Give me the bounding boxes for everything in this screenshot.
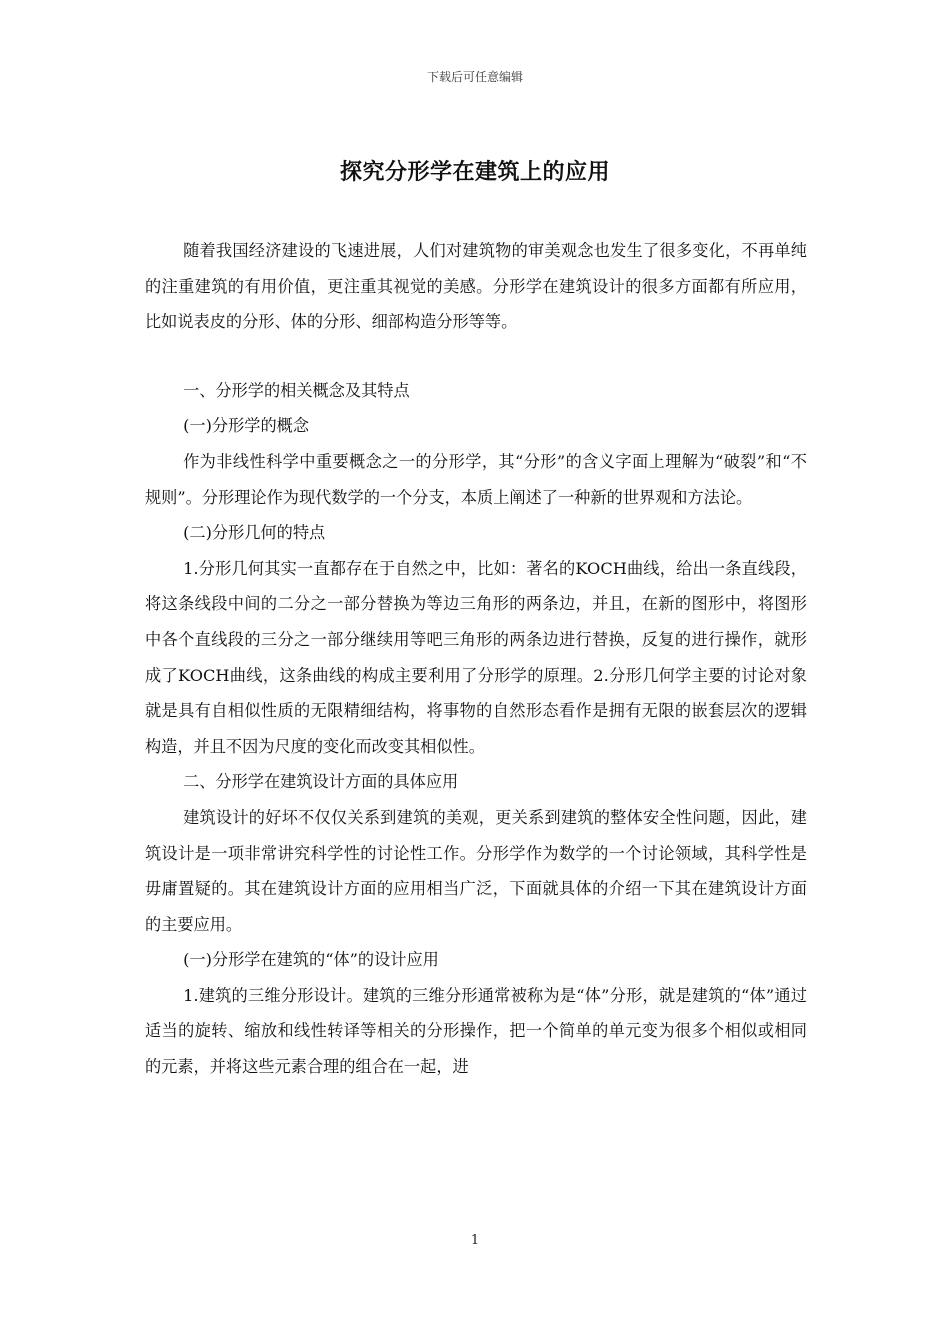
paragraph-features: 1.分形几何其实一直都存在于自然之中，比如：著名的KOCH曲线，给出一条直线段，将这条线段中间的二分之一部分替换为等边三角形的两条边，并且，在新的图形中，将图形中各个直线段的三分之一部分继续用等吧三角形的两条边进行替换，反复的进行操作，就形成了KOCH曲线，这条曲线的构成主要利用了分形学的原理。2.分形几何学主要的讨论对象就是具有自相似性质的无限精细结构，将事物的自然形态看作是拥有无限的嵌套层次的逻辑构造，并且不因为尺度的变化而改变其相似性。	[145, 558, 807, 756]
subsection-heading-1-1: (一)分形学的概念	[183, 416, 310, 436]
subsection-heading-2-1: (一)分形学在建筑的“体”的设计应用	[183, 950, 439, 970]
paragraph-intro: 随着我国经济建设的飞速进展，人们对建筑物的审美观念也发生了很多变化，不再单纯的注重建筑的有用价值，更注重其视觉的美感。分形学在建筑设计的很多方面都有所应用，比如说表皮的分形、体的分形、细部构造分形等等。	[145, 241, 807, 332]
page-header-note: 下载后可任意编辑	[426, 70, 523, 84]
paragraph-concept: 作为非线性科学中重要概念之一的分形学，其“分形”的含义字面上理解为“破裂”和“不规则”。分形理论作为现代数学的一个分支，本质上阐述了一种新的世界观和方法论。	[145, 451, 807, 507]
document-title: 探究分形学在建筑上的应用	[339, 160, 610, 185]
document-body	[145, 233, 807, 1085]
subsection-heading-1-2: (二)分形几何的特点	[183, 523, 326, 543]
section-heading-2: 二、分形学在建筑设计方面的具体应用	[183, 772, 459, 792]
paragraph-3d-design: 1.建筑的三维分形设计。建筑的三维分形通常被称为是“体”分形，就是建筑的“体”通过适当的旋转、缩放和线性转译等相关的分形操作，把一个简单的单元变为很多个相似或相同的元素，并将这些元素合理的组合在一起，进	[145, 985, 807, 1077]
paragraph-application: 建筑设计的好坏不仅仅关系到建筑的美观，更关系到建筑的整体安全性问题，因此，建筑设计是一项非常讲究科学性的讨论性工作。分形学作为数学的一个讨论领域，其科学性是毋庸置疑的。其在建筑设计方面的应用相当广泛，下面就具体的介绍一下其在建筑设计方面的主要应用。	[145, 807, 807, 934]
page-number: 1	[470, 1233, 480, 1248]
section-heading-1: 一、分形学的相关概念及其特点	[183, 380, 410, 400]
